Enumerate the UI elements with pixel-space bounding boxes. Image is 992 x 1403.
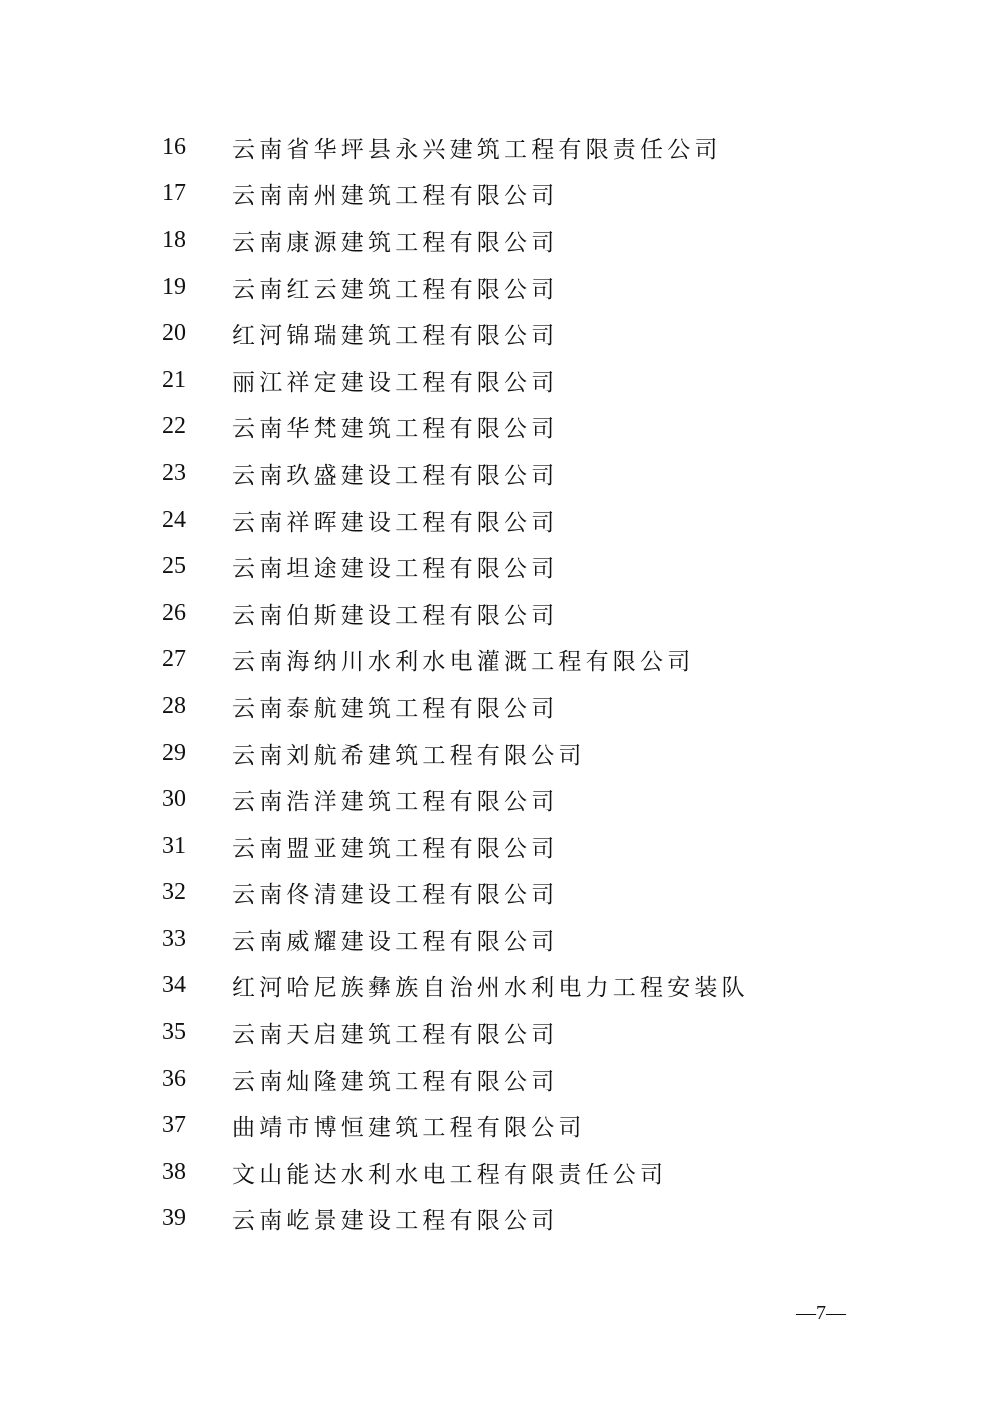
item-number: 34 [162,972,186,999]
item-number: 27 [162,646,186,673]
company-name: 红河哈尼族彝族自治州水利电力工程安装队 [232,975,749,1002]
company-name: 云南浩洋建筑工程有限公司 [232,789,559,816]
item-number: 19 [162,273,186,300]
list-item [0,264,992,311]
company-name: 红河锦瑞建筑工程有限公司 [232,323,559,350]
item-number: 29 [162,739,186,766]
company-name: 云南刘航希建筑工程有限公司 [232,742,586,769]
company-name: 云南泰航建筑工程有限公司 [232,695,559,722]
item-number: 30 [162,786,186,813]
item-number: 31 [162,832,186,859]
item-number: 22 [162,413,186,440]
company-name: 云南海纳川水利水电灌溉工程有限公司 [232,649,695,676]
company-name: 云南威耀建设工程有限公司 [232,928,559,955]
item-number: 17 [162,180,186,207]
item-number: 39 [162,1205,186,1232]
company-name: 云南康源建筑工程有限公司 [232,229,559,256]
company-name: 云南红云建筑工程有限公司 [232,276,559,303]
list-item [0,1196,992,1243]
item-number: 21 [162,366,186,393]
company-name: 云南省华坪县永兴建筑工程有限责任公司 [232,136,722,163]
list-item [0,916,992,963]
item-number: 26 [162,599,186,626]
list-item [0,217,992,264]
item-number: 37 [162,1112,186,1139]
item-number: 36 [162,1065,186,1092]
company-name: 云南伯斯建设工程有限公司 [232,602,559,629]
company-name: 云南盟亚建筑工程有限公司 [232,835,559,862]
list-item [0,404,992,451]
list-item [0,1102,992,1149]
company-list [0,124,992,1242]
item-number: 18 [162,226,186,253]
list-item [0,590,992,637]
company-name: 曲靖市博恒建筑工程有限公司 [232,1115,586,1142]
item-number: 23 [162,459,186,486]
list-item [0,1149,992,1196]
company-name: 云南灿隆建筑工程有限公司 [232,1068,559,1095]
company-name: 云南祥晖建设工程有限公司 [232,509,559,536]
list-item [0,497,992,544]
list-item [0,124,992,171]
list-item [0,963,992,1010]
item-number: 25 [162,553,186,580]
list-item [0,730,992,777]
list-item [0,171,992,218]
item-number: 32 [162,879,186,906]
item-number: 20 [162,320,186,347]
company-name: 云南华梵建筑工程有限公司 [232,416,559,443]
item-number: 33 [162,925,186,952]
company-name: 文山能达水利水电工程有限责任公司 [232,1161,668,1188]
list-item [0,683,992,730]
list-item [0,310,992,357]
company-name: 云南屹景建设工程有限公司 [232,1208,559,1235]
list-item [0,450,992,497]
company-name: 丽江祥定建设工程有限公司 [232,369,559,396]
list-item [0,776,992,823]
company-name: 云南南州建筑工程有限公司 [232,183,559,210]
item-number: 35 [162,1019,186,1046]
list-item [0,357,992,404]
page-number: —7— [796,1302,846,1324]
list-item [0,1009,992,1056]
item-number: 16 [162,133,186,160]
list-item [0,1056,992,1103]
list-item [0,543,992,590]
item-number: 28 [162,692,186,719]
item-number: 38 [162,1158,186,1185]
list-item [0,637,992,684]
company-name: 云南玖盛建设工程有限公司 [232,462,559,489]
company-name: 云南佟清建设工程有限公司 [232,882,559,909]
list-item [0,870,992,917]
company-name: 云南坦途建设工程有限公司 [232,556,559,583]
list-item [0,823,992,870]
company-name: 云南天启建筑工程有限公司 [232,1022,559,1049]
item-number: 24 [162,506,186,533]
